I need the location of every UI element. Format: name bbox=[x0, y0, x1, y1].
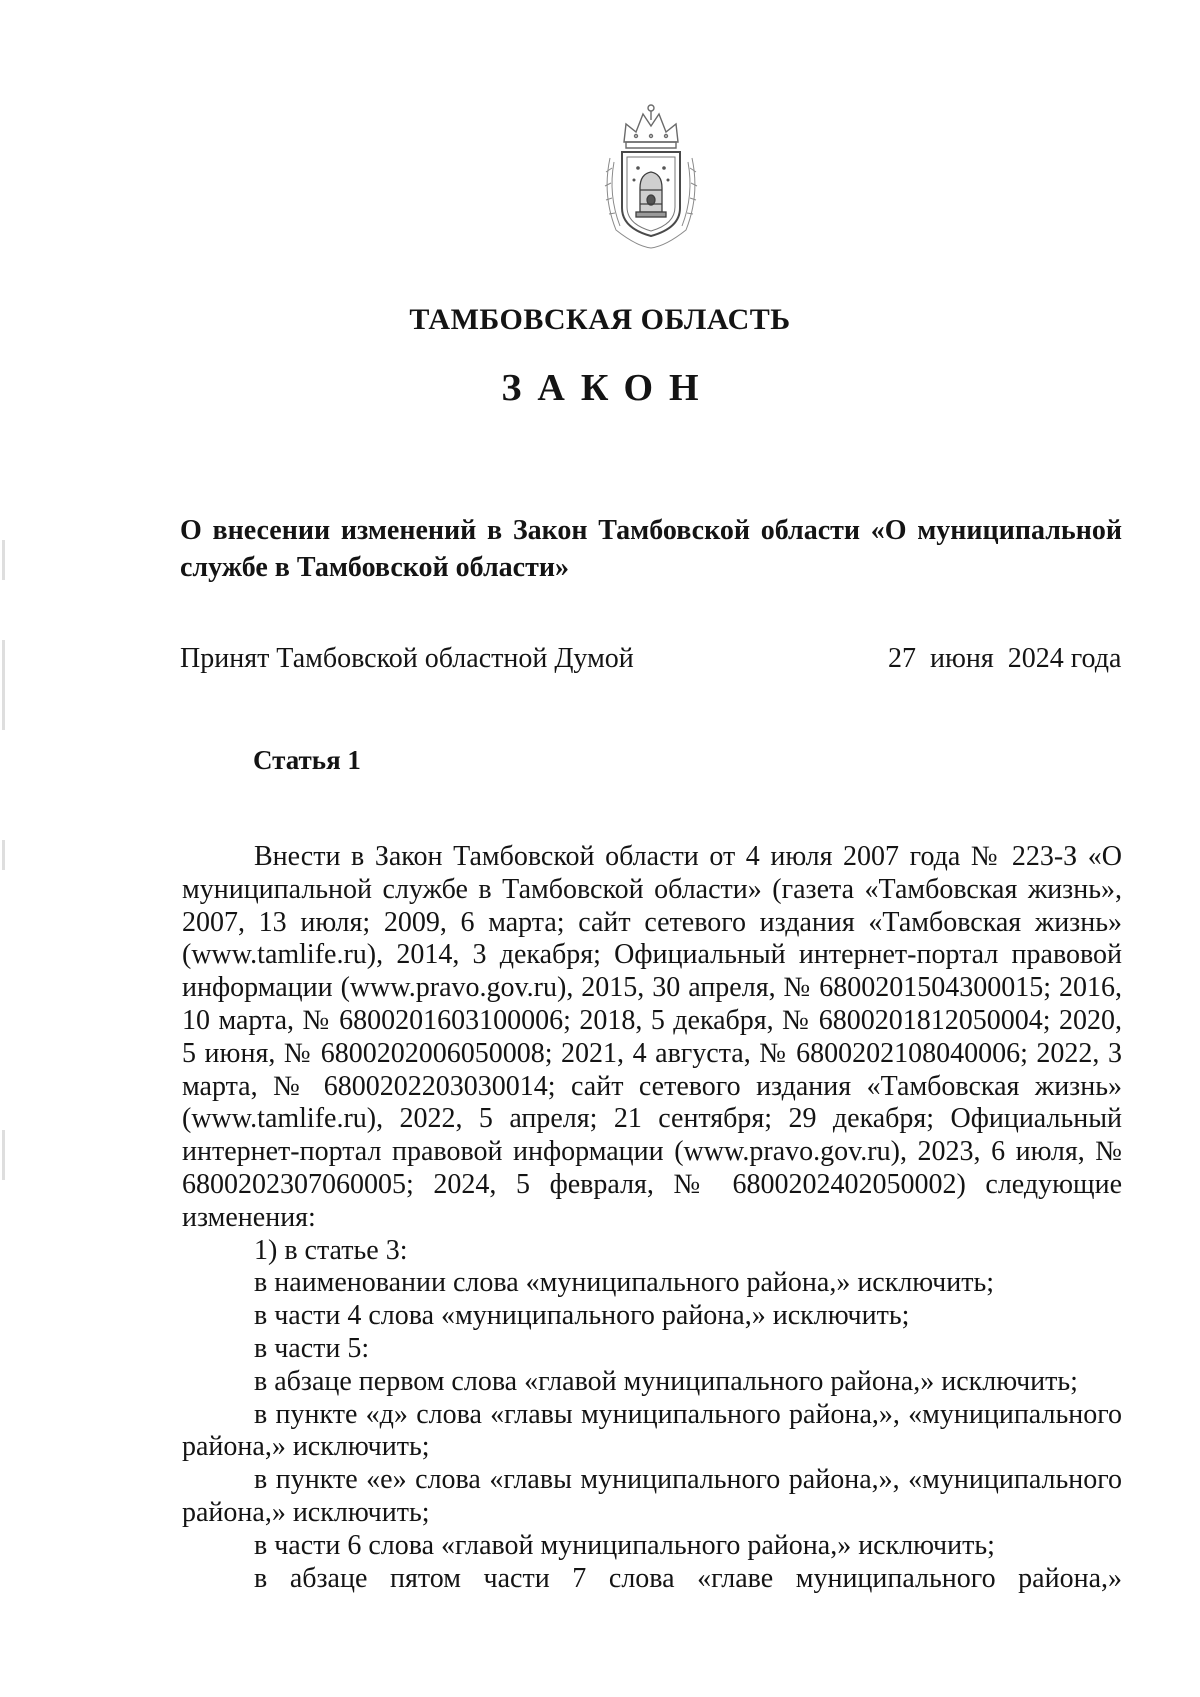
coat-of-arms-emblem bbox=[596, 100, 706, 250]
list-item: в пункте «д» слова «главы муниципального района,», «муниципального района,» исключить; bbox=[182, 1398, 1122, 1463]
article-heading: Статья 1 bbox=[253, 745, 361, 775]
list-item: в абзаце пятом части 7 слова «главе муниципального района,» bbox=[254, 1562, 1122, 1594]
region-name: ТАМБОВСКАЯ ОБЛАСТЬ bbox=[409, 303, 791, 336]
scan-artifact bbox=[2, 640, 5, 730]
list-item: 1) в статье 3: bbox=[254, 1234, 408, 1266]
adopted-by: Принят Тамбовской областной Думой bbox=[180, 643, 634, 674]
article-body bbox=[182, 841, 1122, 1595]
article-intro-paragraph: Внести в Закон Тамбовской области от 4 июля 2007 года № 223-З «О муниципальной службе в Тамбовской области» (газета «Тамбовская жизнь», 2007, 13 июля; 2009, 6 марта; сайт сетевого издания «Тамбовская жизнь» (www.tamlife.ru), 2014, 3 декабря; Официальный интернет-портал правовой информации (www.pravo.gov.ru), 2015, 30 апреля, № 6800201504300015; 2016, 10 марта, № 6800201603100006; 2018, 5 декабря, № 6800201812050004; 2020, 5 июня, № 6800202006050008; 2021, 4 августа, № 6800202108040006; 2022, 3 марта, № 6800202203030014; сайт сетевого издания «Тамбовская жизнь» (www.tamlife.ru), 2022, 5 апреля; 21 сентября; 29 декабря; Официальный интернет-портал правовой информации (www.pravo.gov.ru), 2023, 6 июля, № 6800202307060005; 2024, 5 февраля, № 6800202402050002) следующие изменения: bbox=[182, 841, 1122, 1233]
adoption-date: 27 июня 2024 года bbox=[888, 643, 1122, 674]
scan-artifact bbox=[2, 540, 5, 580]
list-item: в наименовании слова «муниципального района,» исключить; bbox=[254, 1267, 995, 1299]
list-item: в пункте «е» слова «главы муниципального района,», «муниципального района,» исключить; bbox=[182, 1464, 1122, 1528]
list-item: в части 4 слова «муниципального района,» исключить; bbox=[254, 1300, 910, 1332]
scan-artifact bbox=[2, 1130, 5, 1180]
list-item: в абзаце первом слова «главой муниципального района,» исключить; bbox=[254, 1365, 1078, 1397]
scan-artifact bbox=[2, 840, 5, 870]
document-type: ЗАКОН bbox=[501, 367, 715, 409]
list-item: в части 6 слова «главой муниципального района,» исключить; bbox=[254, 1529, 995, 1561]
list-item: в части 5: bbox=[254, 1332, 370, 1364]
law-title: О внесении изменений в Закон Тамбовской области «О муниципальной службе в Тамбовской области» bbox=[180, 515, 1122, 583]
